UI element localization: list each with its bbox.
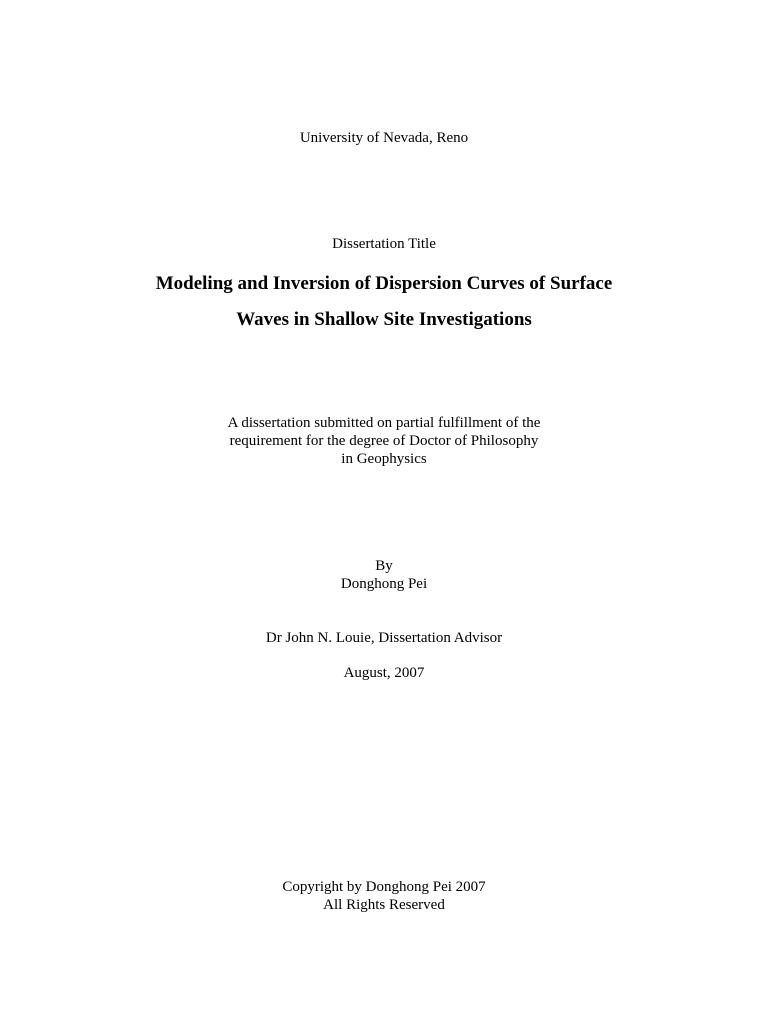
- university-name: University of Nevada, Reno: [299, 130, 469, 146]
- submission-date: August, 2007: [343, 665, 425, 681]
- submission-statement-line-2: requirement for the degree of Doctor of Philosophy: [229, 433, 539, 449]
- dissertation-title-line-1: Modeling and Inversion of Dispersion Curves of Surface: [155, 273, 613, 294]
- advisor-line: Dr John N. Louie, Dissertation Advisor: [265, 630, 503, 646]
- submission-statement-line-3: in Geophysics: [341, 451, 427, 467]
- submission-statement-line-1: A dissertation submitted on partial fulfillment of the: [227, 415, 541, 431]
- author-name: Donghong Pei: [340, 576, 428, 592]
- rights-reserved-line: All Rights Reserved: [323, 897, 445, 913]
- dissertation-label: Dissertation Title: [332, 236, 436, 252]
- by-label: By: [375, 558, 393, 574]
- dissertation-title-line-2: Waves in Shallow Site Investigations: [236, 309, 532, 330]
- copyright-line: Copyright by Donghong Pei 2007: [282, 879, 486, 895]
